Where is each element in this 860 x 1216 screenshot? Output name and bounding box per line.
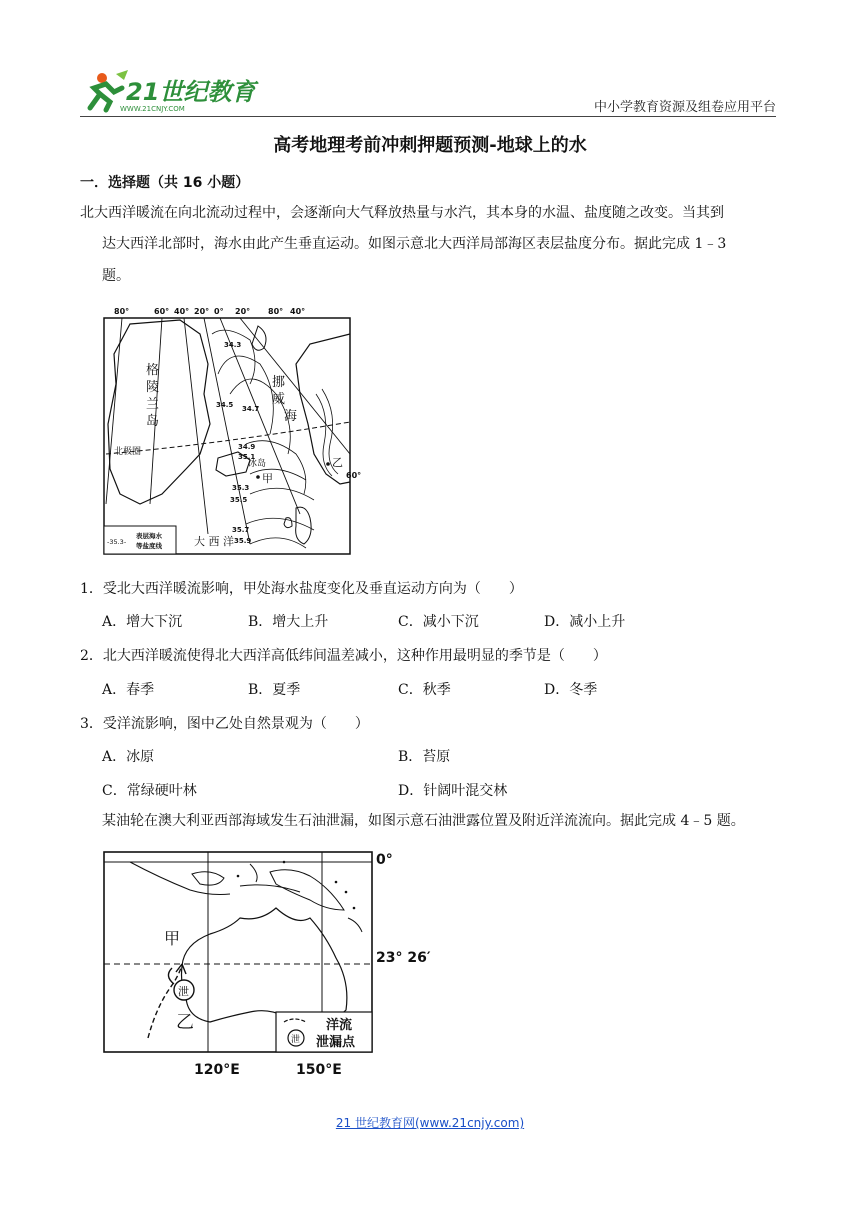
isoline-label: 35.5 (230, 496, 248, 504)
isoline-label: 34.7 (242, 405, 260, 413)
greenland-label: 岛 (146, 414, 160, 429)
option-c: C．秋季 (398, 682, 451, 698)
greenland-label: 格 (146, 363, 160, 378)
option-b: B．增大上升 (248, 614, 329, 630)
option-c: C．减小下沉 (398, 614, 479, 630)
passage-2: 某油轮在澳大利亚西部海域发生石油泄漏，如图示意石油泄露位置及附近洋流流向。据此完成 4﹣5 题。 (102, 813, 745, 829)
point-yi-label: 乙 (176, 1012, 194, 1033)
lat-60-label: 60° (346, 471, 362, 480)
atlantic-label: 大 西 洋 (194, 535, 234, 548)
lon-label: 0° (214, 307, 224, 316)
legend-label: 等盐度线 (136, 542, 162, 550)
lon-label: 40° (290, 307, 306, 316)
legend-value: -35.3- (107, 538, 127, 546)
point-jia-label: 甲 (164, 929, 181, 948)
lon-120-label: 120°E (194, 1062, 240, 1078)
runner-icon (90, 70, 128, 110)
legend-leak-label: 泄漏点 (316, 1035, 356, 1050)
passage-line-1: 北大西洋暖流在向北流动过程中，会逐渐向大气释放热量与水汽，其本身的水温、盐度随之改变。当其到 (80, 205, 724, 221)
isoline-label: 34.9 (238, 443, 256, 451)
isoline-label: 35.1 (238, 453, 256, 461)
equator-label: 0° (376, 852, 393, 868)
option-c: C．常绿硬叶林 (102, 783, 197, 799)
page-title: 高考地理考前冲刺押题预测-地球上的水 (273, 135, 587, 156)
isoline-label: 34.3 (224, 341, 242, 349)
lon-label: 80° (114, 307, 130, 316)
legend-leak-symbol: 泄 (291, 1035, 301, 1045)
isoline-label: 34.5 (216, 401, 234, 409)
option-d: D．减小上升 (544, 614, 626, 630)
header-divider (80, 116, 776, 117)
option-a: A．冰原 (102, 749, 155, 765)
salinity-map (100, 304, 362, 558)
section-heading: 一．选择题（共 16 小题） (80, 175, 250, 191)
oil-spill-map (100, 848, 440, 1080)
option-d: D．针阔叶混交林 (398, 783, 508, 799)
legend-current-label: 洋流 (326, 1018, 353, 1033)
passage-line-3: 题。 (102, 268, 130, 284)
question-stem: 3．受洋流影响，图中乙处自然景观为（ ） (80, 716, 369, 732)
logo-url: WWW.21CNJY.COM (120, 105, 185, 113)
logo-text: 21世纪教育 (126, 78, 256, 106)
point-yi-label: 乙 (332, 456, 343, 469)
isoline-label: 35.7 (232, 526, 250, 534)
isoline-label: 35.3 (232, 484, 250, 492)
norway-label: 海 (284, 409, 298, 424)
isoline-label: 35.9 (234, 537, 252, 545)
arctic-circle-label: 北极圈 (114, 447, 142, 457)
greenland-label: 陵 (146, 380, 160, 395)
tropic-label: 23° 26′ (376, 950, 431, 966)
norway-label: 挪 (272, 375, 286, 390)
greenland-label: 兰 (146, 397, 160, 412)
option-b: B．夏季 (248, 682, 301, 698)
iceland-label: 冰岛 (248, 459, 267, 469)
option-d: D．冬季 (544, 682, 598, 698)
lon-label: 80° (268, 307, 284, 316)
footer (0, 1114, 860, 1131)
option-a: A．春季 (102, 682, 155, 698)
point-jia (256, 475, 260, 479)
norway-label: 威 (272, 392, 286, 407)
lon-label: 20° (194, 307, 210, 316)
legend-label: 表层海水 (136, 532, 162, 540)
leak-label: 泄 (178, 985, 189, 998)
platform-name: 中小学教育资源及组卷应用平台 (593, 100, 776, 115)
passage-line-2: 达大西洋北部时，海水由此产生垂直运动。如图示意北大西洋局部海区表层盐度分布。据此完成 1﹣3 (102, 236, 727, 252)
option-b: B．苔原 (398, 749, 451, 765)
point-jia-label: 甲 (262, 472, 273, 485)
question-stem: 1．受北大西洋暖流影响，甲处海水盐度变化及垂直运动方向为（ ） (80, 581, 523, 597)
footer-link[interactable]: 21 世纪教育网(www.21cnjy.com) (335, 1116, 525, 1130)
lon-label: 40° (174, 307, 190, 316)
point-yi (326, 462, 330, 466)
question-stem: 2．北大西洋暖流使得北大西洋高低纬间温差减小，这种作用最明显的季节是（ ） (80, 648, 607, 664)
option-a: A．增大下沉 (102, 614, 183, 630)
logo (80, 68, 256, 114)
lon-label: 20° (235, 307, 251, 316)
lon-label: 60° (154, 307, 170, 316)
lon-150-label: 150°E (296, 1062, 342, 1078)
